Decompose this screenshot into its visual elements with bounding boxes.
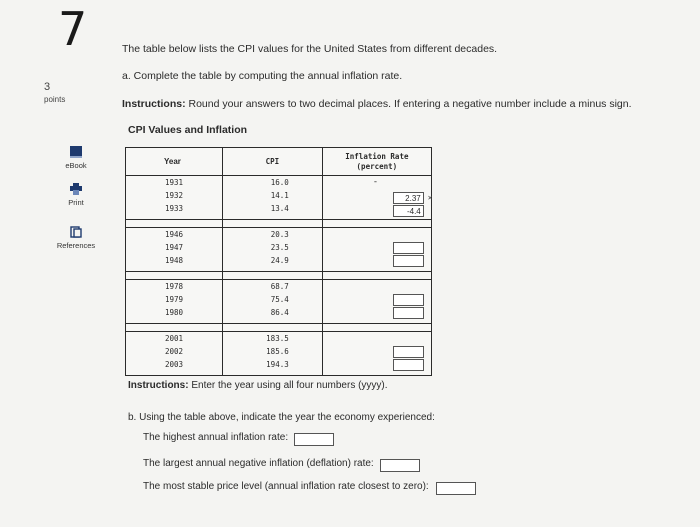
table-title: CPI Values and Inflation bbox=[128, 124, 248, 136]
cpi-value: 75.4 bbox=[270, 295, 289, 304]
year-value: 1948 bbox=[165, 256, 184, 265]
cpi-table bbox=[125, 147, 432, 376]
table-row bbox=[126, 332, 432, 376]
intro-text: The table below lists the CPI values for the United States from different decades. bbox=[122, 43, 498, 55]
instructions-b-text: Enter the year using all four numbers (yyyy). bbox=[188, 380, 388, 391]
table-spacer bbox=[126, 272, 432, 280]
year-value: 1946 bbox=[165, 230, 184, 239]
table-spacer bbox=[126, 324, 432, 332]
cpi-value: 20.3 bbox=[270, 230, 289, 239]
cpi-value: 86.4 bbox=[270, 308, 289, 317]
cpi-value: 16.0 bbox=[270, 178, 289, 187]
print-label: Print bbox=[68, 198, 84, 207]
year-cell bbox=[126, 280, 223, 324]
rate-cell bbox=[322, 280, 431, 324]
book-icon bbox=[69, 146, 83, 158]
question-highest-inflation: The highest annual inflation rate: bbox=[143, 432, 289, 443]
references-button[interactable] bbox=[48, 226, 104, 250]
year-value: 1931 bbox=[165, 178, 184, 187]
rate-cell bbox=[322, 228, 431, 272]
print-button[interactable] bbox=[48, 183, 104, 207]
part-b-text: b. Using the table above, indicate the year the economy experienced: bbox=[128, 412, 435, 423]
cpi-value: 68.7 bbox=[270, 282, 289, 291]
incorrect-icon: ✕ bbox=[427, 193, 433, 202]
points-label: points bbox=[44, 95, 66, 104]
most-stable-year-input[interactable] bbox=[436, 482, 476, 495]
question-most-stable: The most stable price level (annual inflation rate closest to zero): bbox=[143, 481, 429, 492]
rate-cell bbox=[322, 332, 431, 376]
question-number: 7 bbox=[58, 2, 88, 56]
year-value: 1947 bbox=[165, 243, 184, 252]
points-value: 3 bbox=[44, 81, 51, 93]
ebook-label: eBook bbox=[65, 161, 87, 170]
cpi-value: 194.3 bbox=[266, 360, 289, 369]
table-spacer bbox=[126, 220, 432, 228]
cpi-value: 24.9 bbox=[270, 256, 289, 265]
printer-icon bbox=[69, 183, 83, 195]
cpi-value: 14.1 bbox=[270, 191, 289, 200]
header-year: Year bbox=[126, 148, 223, 176]
cpi-value: 13.4 bbox=[270, 204, 289, 213]
highest-inflation-year-input[interactable] bbox=[294, 433, 334, 446]
rate-input[interactable]: 2.37 bbox=[393, 192, 424, 204]
rate-input[interactable] bbox=[393, 359, 424, 371]
references-label: References bbox=[56, 241, 96, 250]
instructions-a bbox=[122, 98, 632, 110]
rate-input[interactable] bbox=[393, 307, 424, 319]
cpi-cell bbox=[223, 332, 323, 376]
cpi-cell bbox=[223, 280, 323, 324]
cpi-value: 23.5 bbox=[270, 243, 289, 252]
year-value: 1980 bbox=[165, 308, 184, 317]
year-value: 1933 bbox=[165, 204, 184, 213]
instructions-text: Round your answers to two decimal places. If entering a negative number include a minus sign. bbox=[185, 98, 632, 110]
cpi-value: 183.5 bbox=[266, 334, 289, 343]
rate-input[interactable]: -4.4 bbox=[393, 205, 424, 217]
rate-input[interactable] bbox=[393, 346, 424, 358]
instructions-b-label: Instructions: bbox=[128, 380, 189, 391]
year-value: 2002 bbox=[165, 347, 184, 356]
year-value: 1979 bbox=[165, 295, 184, 304]
table-row bbox=[126, 280, 432, 324]
year-value: 2003 bbox=[165, 360, 184, 369]
header-rate-line2: (percent) bbox=[356, 161, 398, 171]
rate-cell bbox=[322, 176, 431, 220]
year-value: 1978 bbox=[165, 282, 184, 291]
year-cell bbox=[126, 176, 223, 220]
references-icon bbox=[69, 226, 83, 238]
question-largest-deflation: The largest annual negative inflation (deflation) rate: bbox=[143, 458, 374, 469]
instructions-b bbox=[128, 380, 388, 391]
table-row bbox=[126, 228, 432, 272]
ebook-button[interactable] bbox=[48, 146, 104, 170]
year-cell bbox=[126, 332, 223, 376]
header-cpi: CPI bbox=[223, 148, 323, 176]
rate-input[interactable] bbox=[393, 255, 424, 267]
table-row bbox=[126, 176, 432, 220]
header-rate-line1: Inflation Rate bbox=[345, 151, 409, 161]
year-value: 2001 bbox=[165, 334, 184, 343]
year-cell bbox=[126, 228, 223, 272]
instructions-label: Instructions: bbox=[122, 98, 186, 110]
cpi-cell bbox=[223, 228, 323, 272]
rate-dash: - bbox=[372, 177, 379, 187]
year-value: 1932 bbox=[165, 191, 184, 200]
rate-input[interactable] bbox=[393, 294, 424, 306]
rate-input[interactable] bbox=[393, 242, 424, 254]
cpi-value: 185.6 bbox=[266, 347, 289, 356]
part-a-text: a. Complete the table by computing the annual inflation rate. bbox=[122, 70, 403, 82]
header-inflation-rate bbox=[322, 148, 431, 176]
cpi-cell bbox=[223, 176, 323, 220]
largest-deflation-year-input[interactable] bbox=[380, 459, 420, 472]
